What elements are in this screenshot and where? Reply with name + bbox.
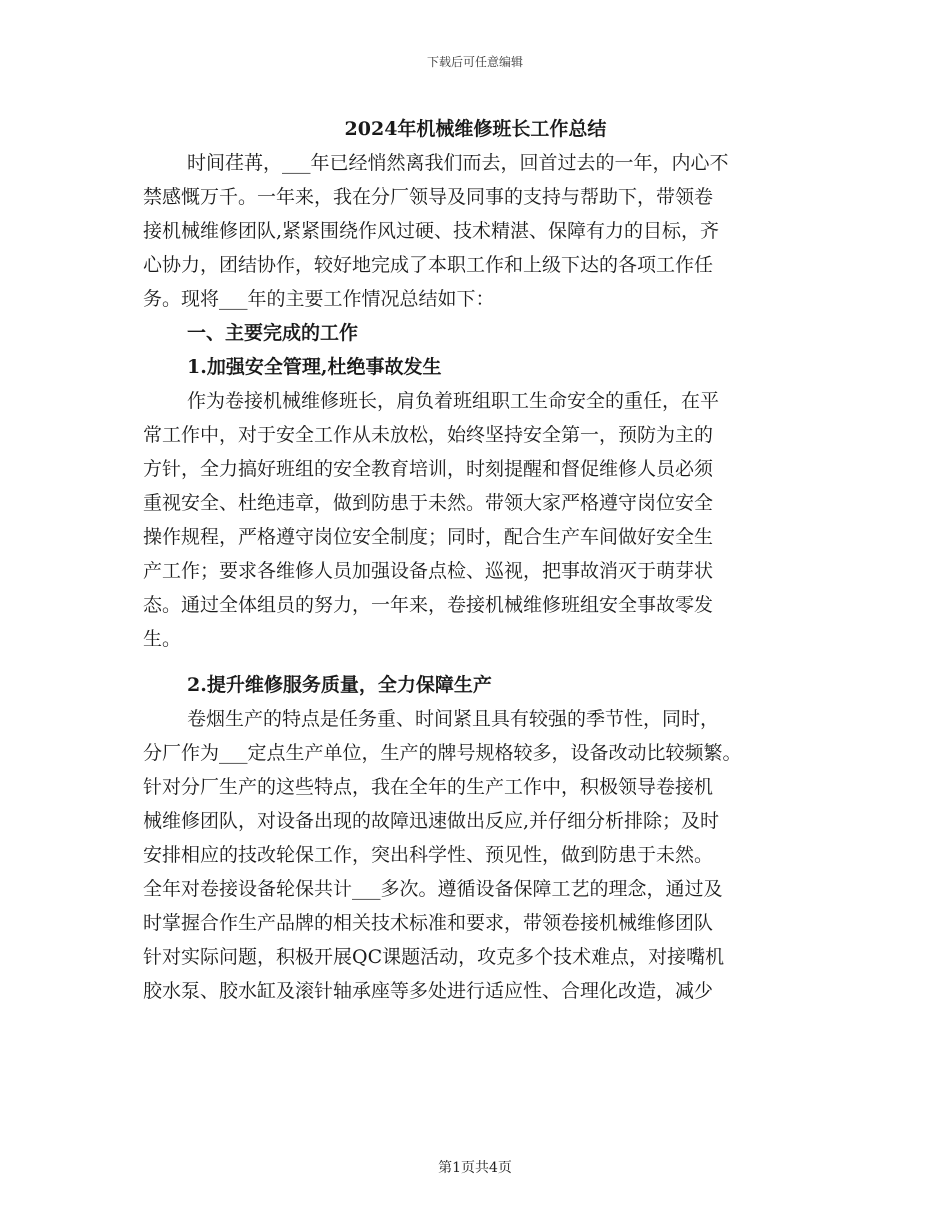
paragraph-quality: [143, 702, 808, 1008]
text-line: 安排相应的技改轮保工作，突出科学性、预见性，做到防患于未然。: [143, 844, 714, 866]
paragraph-intro: [143, 146, 808, 316]
text-line: 产工作；要求各维修人员加强设备点检、巡视，把事故消灭于萌芽状: [143, 560, 714, 582]
text-line: 生。: [143, 628, 182, 650]
subsection-heading: 1.加强安全管理,杜绝事故发生: [187, 356, 442, 378]
text-line: 操作规程，严格遵守岗位安全制度；同时，配合生产车间做好安全生: [143, 526, 714, 548]
text-line: 务。现将___年的主要工作情况总结如下：: [143, 288, 495, 310]
text-line: 接机械维修团队,紧紧围绕作风过硬、技术精湛、保障有力的目标，齐: [143, 220, 720, 242]
page-footer: 第1页共4页: [438, 1160, 512, 1176]
text-line: 针对分厂生产的这些特点，我在全年的生产工作中，积极领导卷接机: [143, 776, 714, 798]
document-body: [143, 112, 808, 1008]
subsection-heading: 2.提升维修服务质量，全力保障生产: [187, 674, 492, 696]
section-heading: 一、主要完成的工作: [187, 322, 359, 344]
text-line: 时掌握合作生产品牌的相关技术标准和要求，带领卷接机械维修团队: [143, 912, 714, 934]
paragraph-safety: [143, 384, 808, 656]
text-line: 态。通过全体组员的努力，一年来，卷接机械维修班组安全事故零发: [143, 594, 714, 616]
text-line: 针对实际问题，积极开展QC课题活动，攻克多个技术难点，对接嘴机: [143, 946, 725, 968]
text-line: 全年对卷接设备轮保共计___多次。遵循设备保障工艺的理念，通过及: [143, 878, 723, 900]
text-line: 方针，全力搞好班组的安全教育培训，时刻提醒和督促维修人员必须: [143, 458, 714, 480]
text-line: 胶水泵、胶水缸及滚针轴承座等多处进行适应性、合理化改造，减少: [143, 980, 714, 1002]
text-line: 重视安全、杜绝违章，做到防患于未然。带领大家严格遵守岗位安全: [143, 492, 714, 514]
document-title: 2024年机械维修班长工作总结: [344, 118, 607, 140]
spacer: [143, 656, 808, 668]
text-line: 作为卷接机械维修班长，肩负着班组职工生命安全的重任，在平: [187, 390, 720, 412]
text-line: 械维修团队，对设备出现的故障迅速做出反应,并仔细分析排除；及时: [143, 810, 720, 832]
text-line: 时间荏苒，___年已经悄然离我们而去，回首过去的一年，内心不: [187, 152, 729, 174]
text-line: 分厂作为___定点生产单位，生产的牌号规格较多，设备改动比较频繁。: [143, 742, 742, 764]
text-line: 常工作中，对于安全工作从未放松，始终坚持安全第一，预防为主的: [143, 424, 714, 446]
header-note: 下载后可任意编辑: [426, 55, 523, 69]
text-line: 卷烟生产的特点是任务重、时间紧且具有较强的季节性，同时，: [187, 708, 720, 730]
text-line: 心协力，团结协作，较好地完成了本职工作和上级下达的各项工作任: [143, 254, 714, 276]
text-line: 禁感慨万千。一年来，我在分厂领导及同事的支持与帮助下，带领卷: [143, 186, 714, 208]
